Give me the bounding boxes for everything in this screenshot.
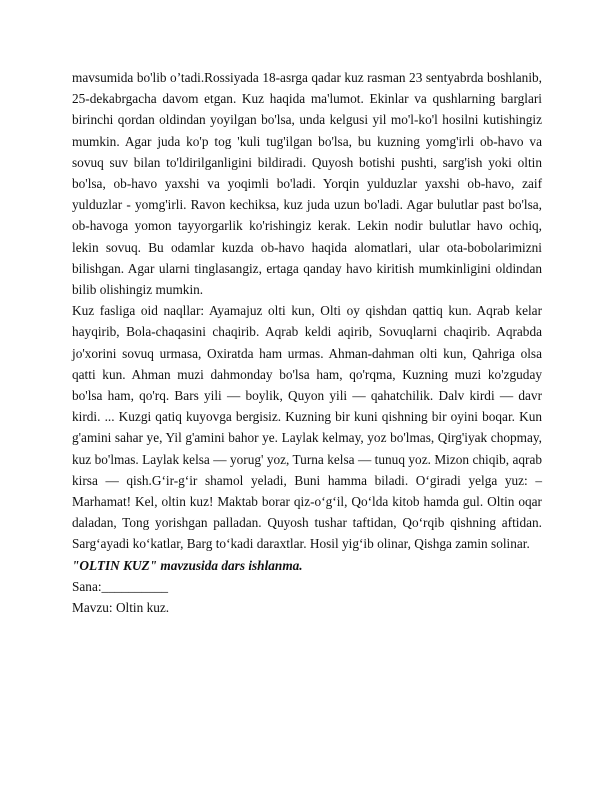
body-paragraph-proverbs: Kuz fasliga oid naqllar: Ayamajuz olti kun, Olti oy qishdan qattiq kun. Aqrab kelar hayqirib, Bola-chaqasini chaqirib. Aqrab keldi aqirib, Sovuqlarni chaqirib. Aqrabda jo'xorini sovuq urmasa, Oxiratda ham urmas. Ahman-dahman olti kun, Qahriga olsa qatti kun. Ahman muzi dahmonday bo'lsa ham, qo'rqma, Kuzning muzi ko'zguday bo'lsa ham, qo'rq. Bars yili — boylik, Quyon yili — qahatchilik. Dalv kirdi — davr kirdi. ... Kuzgi qatiq kuyovga bergisiz. Kuzning bir kuni qishning bir oyini boqar. Kun g'amini sahar ye, Yil g'amini bahor ye. Laylak kelmay, yoz bo'lmas, Qirg'iyak chopmay, kuz bo'lmas. Laylak kelsa — yorug' yoz, Turna kelsa — tunuq yoz. Mizon chiqib, aqrab kirsa — qish.G‘ir-g‘ir shamol yeladi, Buni hamma biladi. O‘giradi yelga yuz: – Marhamat! Kel, oltin kuz! Maktab borar qiz-o‘g‘il, Qo‘lda kitob hamda gul. Oltin oqar daladan, Tong yorishgan palladan. Quyosh tushar taftidan, Qo‘rqib qishning aftidan. Sarg‘ayadi ko‘katlar, Barg to‘kadi daraxtlar. Hosil yig‘ib olinar, Qishga zamin solinar. bbox=[72, 303, 542, 552]
lesson-heading: "OLTIN KUZ" mavzusida dars ishlanma. bbox=[72, 557, 303, 573]
topic-line: Mavzu: Oltin kuz. bbox=[72, 600, 170, 616]
body-paragraph-weather-signs: mavsumida bo'lib o’tadi.Rossiyada 18-asrga qadar kuz rasman 23 sentyabrda boshlanib, 25-dekabrgacha davom etgan. Kuz haqida ma'lumot. Ekinlar va qushlarning barglari birinchi qordan oldindan yoyilgan bo'lsa, unda kelgusi yil mo'l-ko'l hosilni kutishingiz mumkin. Agar juda ko'p tog 'kuli tug'ilgan bo'lsa, bu kuzning yomg'irli ob-havo va sovuq suv bilan to'ldirilganligini bildiradi. Quyosh botishi pushti, sarg'ish yoki oltin bo'lsa, ob-havo yaxshi va yoqimli bo'ladi. Yorqin yulduzlar yaxshi ob-havo, zaif yulduzlar - yomg'irli. Ravon kechiksa, kuz juda uzun bo'ladi. Agar bulutlar past bo'lsa, ob-havoga yomon tayyorgarlik ko'rishingiz kerak. Lekin nodir bulutlar havo ochiq, lekin sovuq. Bu odamlar kuzda ob-havo haqida alomatlari, ular ota-bobolarimizni bilishgan. Agar ularni tinglasangiz, ertaga qanday havo kiritish mumkinligini oldindan bilib olishingiz mumkin. bbox=[72, 70, 542, 298]
document-page bbox=[72, 67, 542, 618]
date-line: Sana:__________ bbox=[72, 578, 169, 594]
